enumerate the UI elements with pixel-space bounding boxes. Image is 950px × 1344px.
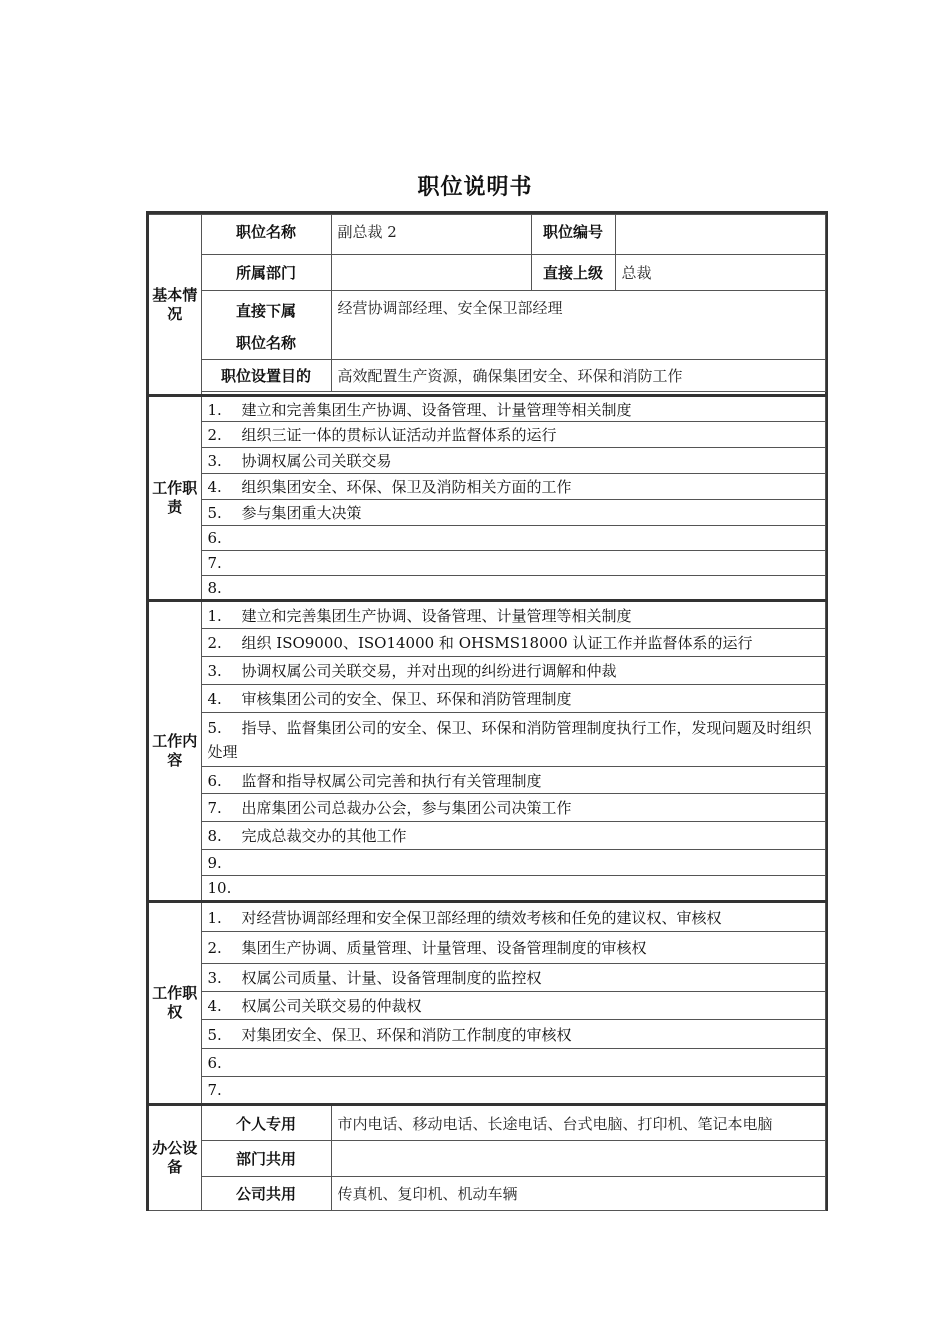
duty-item: 3. 协调权属公司关联交易 [201,448,825,474]
purpose-label: 职位设置目的 [201,360,331,392]
authority-item: 1. 对经营协调部经理和安全保卫部经理的绩效考核和任免的建议权、审核权 [201,902,825,932]
position-no-value [615,215,825,255]
content-item: 9. [201,850,825,876]
company-equipment-value: 传真机、复印机、机动车辆 [331,1177,825,1211]
authority-item: 7. [201,1077,825,1105]
duty-item: 7. [201,551,825,576]
department-label: 所属部门 [201,255,331,291]
duty-item: 6. [201,526,825,551]
subordinate-label-line1: 直接下属 [235,302,296,320]
page-title: 职位说明书 [417,175,533,200]
content-item: 4. 审核集团公司的安全、保卫、环保和消防管理制度 [201,685,825,713]
duty-item: 4. 组织集团安全、环保、保卫及消防相关方面的工作 [201,474,825,500]
section-content: 工作内容 [149,601,201,902]
content-item: 7. 出席集团公司总裁办公会，参与集团公司决策工作 [201,794,825,822]
content-item: 6. 监督和指导权属公司完善和执行有关管理制度 [201,767,825,794]
personal-equipment-label: 个人专用 [201,1105,331,1141]
content-item: 10. [201,876,825,902]
department-value [331,255,531,291]
section-authority: 工作职权 [149,902,201,1105]
section-basic: 基本情况 [149,215,201,396]
subordinate-label-line2: 职位名称 [235,334,296,352]
authority-item: 5. 对集团安全、保卫、环保和消防工作制度的审核权 [201,1020,825,1049]
job-table [149,214,826,1211]
content-item: 5. 指导、监督集团公司的安全、保卫、环保和消防管理制度执行工作，发现问题及时组织处理 [201,713,825,767]
section-duties: 工作职责 [149,396,201,601]
section-equipment: 办公设备 [149,1105,201,1211]
dept-equipment-label: 部门共用 [201,1141,331,1177]
superior-value: 总裁 [615,255,825,291]
duty-item: 2. 组织三证一体的贯标认证活动并监督体系的运行 [201,422,825,448]
duty-item: 8. [201,576,825,601]
superior-label: 直接上级 [531,255,615,291]
company-equipment-label: 公司共用 [201,1177,331,1211]
position-name-value: 副总裁 2 [331,215,531,255]
duty-item: 5. 参与集团重大决策 [201,500,825,526]
authority-item: 4. 权属公司关联交易的仲裁权 [201,992,825,1020]
authority-item: 3. 权属公司质量、计量、设备管理制度的监控权 [201,964,825,992]
duty-item: 1. 建立和完善集团生产协调、设备管理、计量管理等相关制度 [201,396,825,422]
position-name-label: 职位名称 [201,215,331,255]
authority-item: 6. [201,1049,825,1077]
content-item: 2. 组织 ISO9000、ISO14000 和 OHSMS18000 认证工作并监督体系的运行 [201,629,825,657]
subordinate-label [201,291,331,360]
position-no-label: 职位编号 [531,215,615,255]
subordinate-value: 经营协调部经理、安全保卫部经理 [331,291,825,360]
content-item: 3. 协调权属公司关联交易，并对出现的纠纷进行调解和仲裁 [201,657,825,685]
job-description-form [146,211,828,1211]
content-item: 8. 完成总裁交办的其他工作 [201,822,825,850]
personal-equipment-value: 市内电话、移动电话、长途电话、台式电脑、打印机、笔记本电脑 [331,1105,825,1141]
dept-equipment-value [331,1141,825,1177]
authority-item: 2. 集团生产协调、质量管理、计量管理、设备管理制度的审核权 [201,932,825,964]
purpose-value: 高效配置生产资源，确保集团安全、环保和消防工作 [331,360,825,392]
content-item: 1. 建立和完善集团生产协调、设备管理、计量管理等相关制度 [201,601,825,629]
